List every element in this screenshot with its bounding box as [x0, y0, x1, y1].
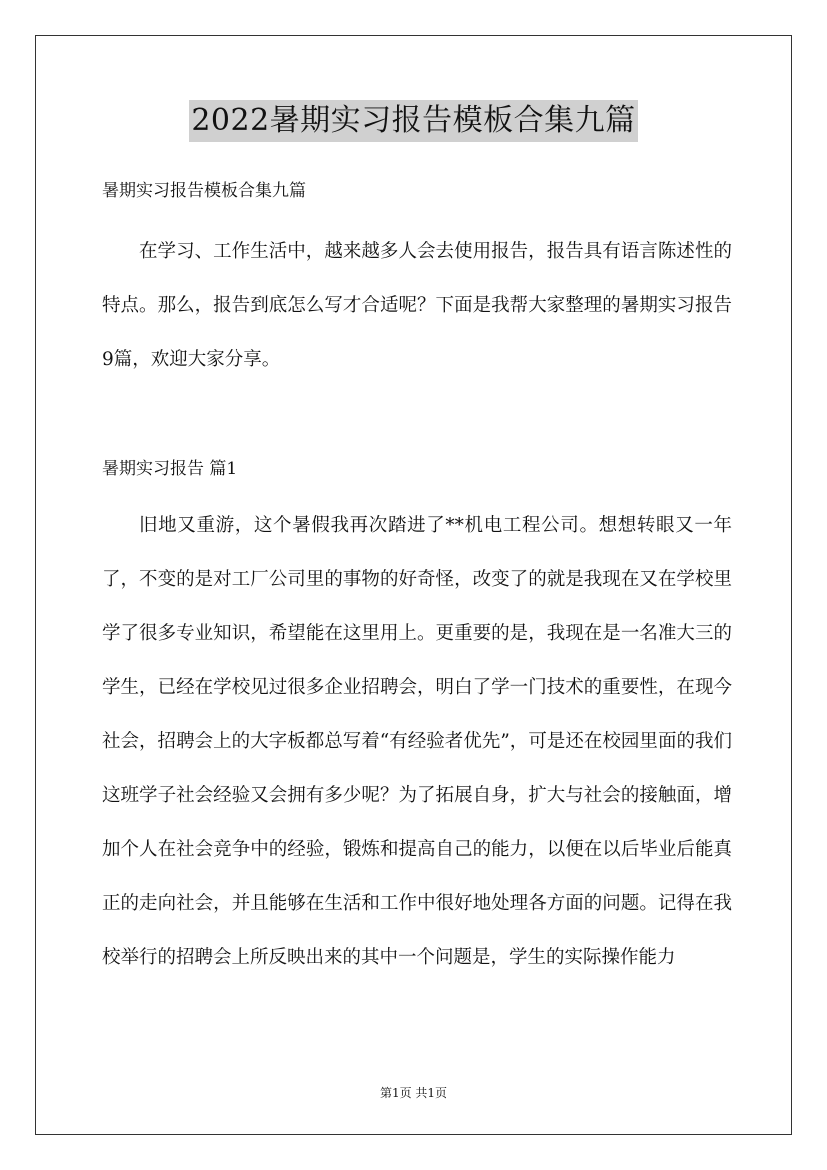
section-paragraph: 旧地又重游，这个暑假我再次踏进了**机电工程公司。想想转眼又一年了，不变的是对工厂公司里的事物的好奇怪，改变了的就是我现在又在学校里学了很多专业知识，希望能在这里用上。更重要的是，我现在是一名准大三的学生，已经在学校见过很多企业招聘会，明白了学一门技术的重要性，在现今社会，招聘会上的大字板都总写着“有经验者优先”，可是还在校园里面的我们这班学子社会经验又会拥有多少呢？为了拓展自身，扩大与社会的接触面，增加个人在社会竞争中的经验，锻炼和提高自己的能力，以便在以后毕业后能真正的走向社会，并且能够在生活和工作中很好地处理各方面的问题。记得在我校举行的招聘会上所反映出来的其中一个问题是，学生的实际操作能力: [102, 515, 732, 968]
spacer: [102, 485, 732, 499]
spacer: [102, 207, 732, 225]
document-body: [102, 175, 732, 985]
document-subtitle: 暑期实习报告模板合集九篇: [102, 181, 306, 201]
spacer: [102, 387, 732, 453]
intro-paragraph: 在学习、工作生活中，越来越多人会去使用报告，报告具有语言陈述性的特点。那么，报告到底怎么写才合适呢？下面是我帮大家整理的暑期实习报告9篇，欢迎大家分享。: [102, 241, 732, 370]
page-footer: 第1页 共1页: [379, 1086, 448, 1100]
title-container: [0, 100, 827, 142]
document-title: 2022暑期实习报告模板合集九篇: [189, 100, 637, 142]
section-heading: 暑期实习报告 篇1: [102, 459, 238, 479]
